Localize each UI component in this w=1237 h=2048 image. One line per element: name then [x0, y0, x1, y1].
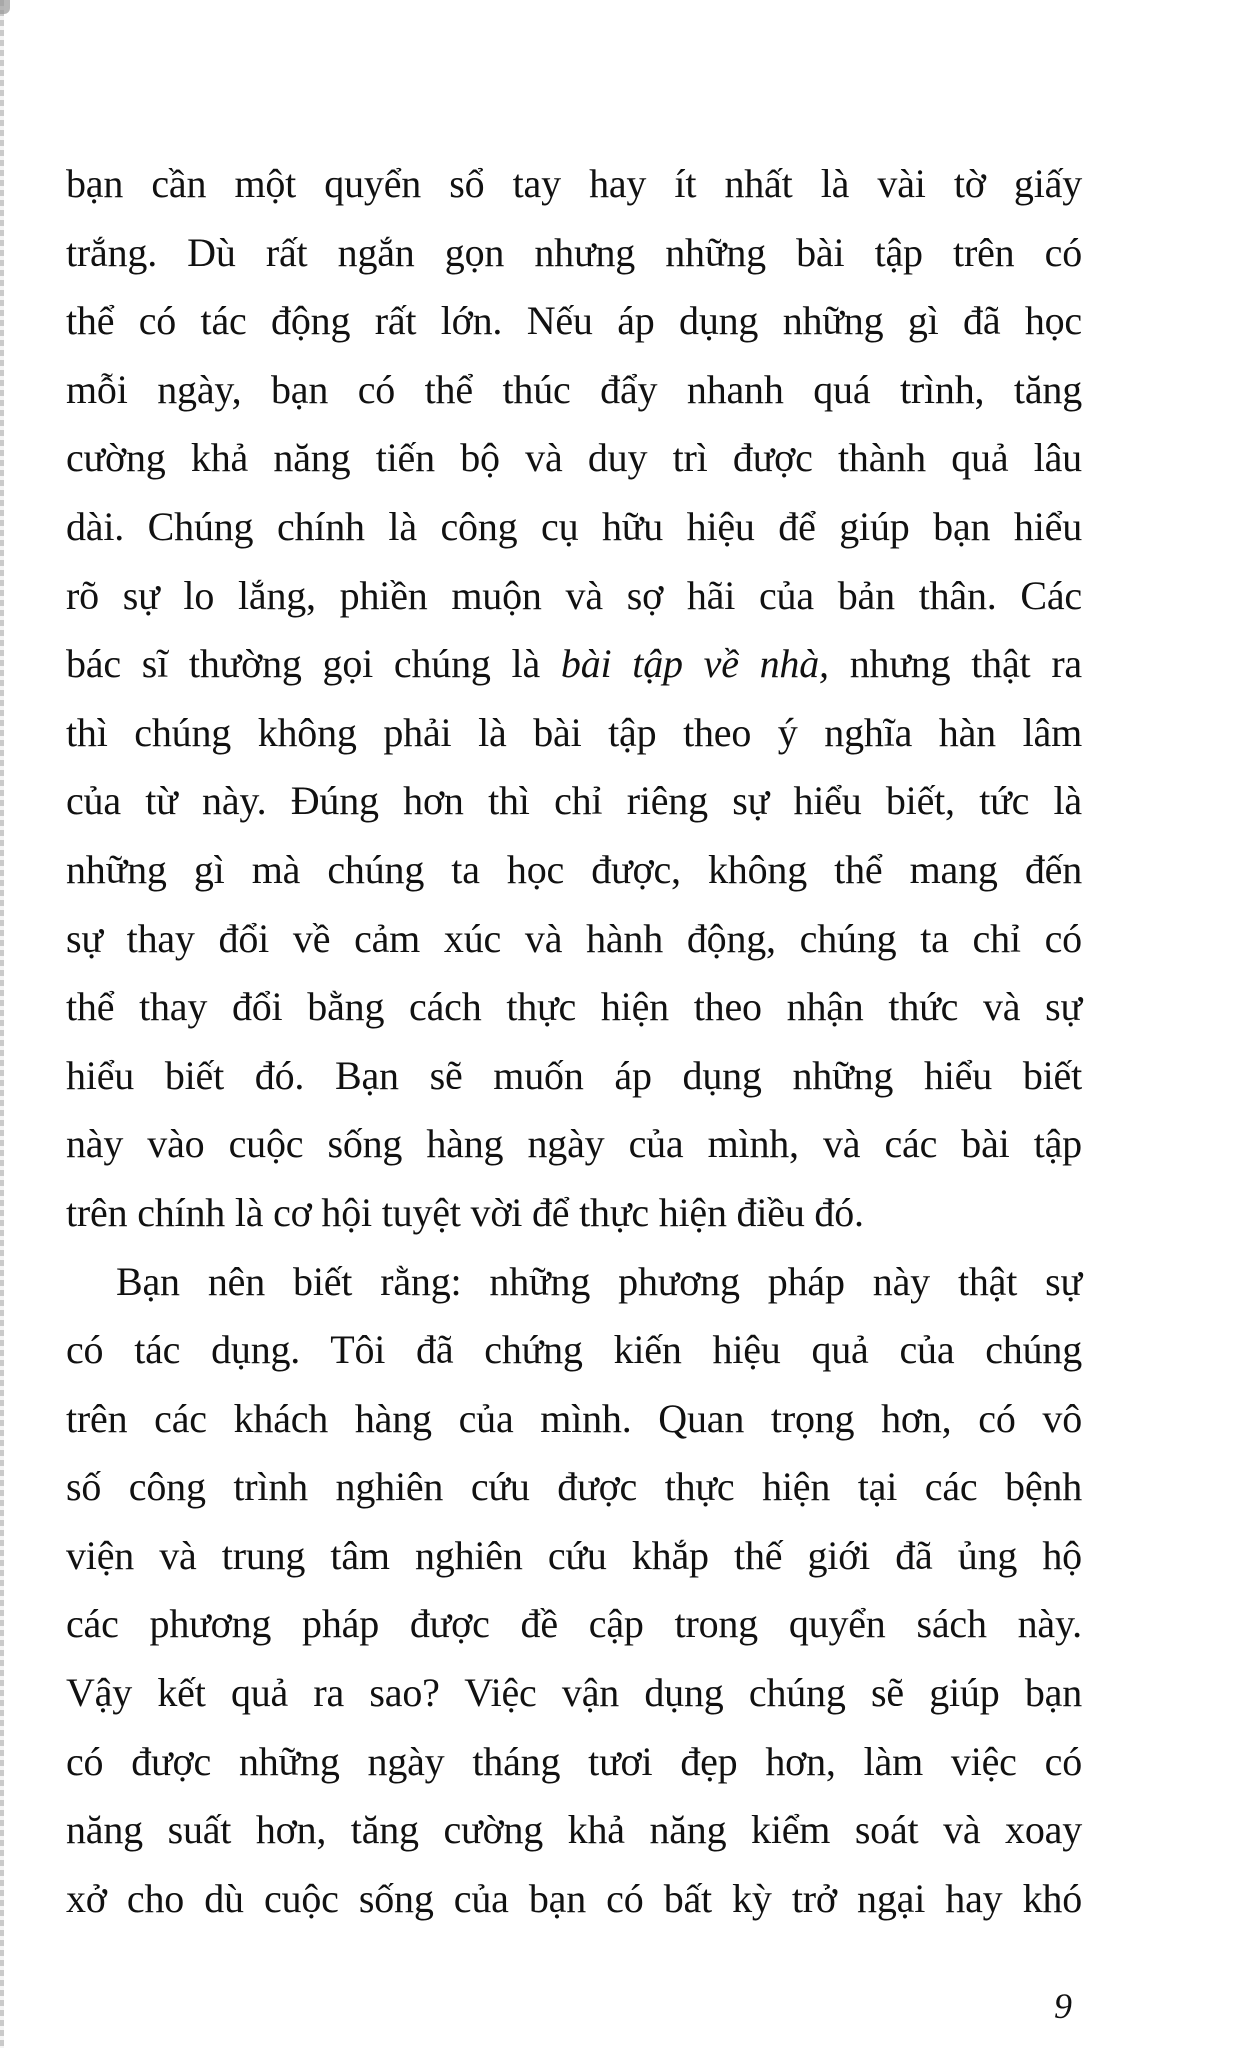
book-page-body: [66, 150, 1082, 1933]
text-line: trên các khách hàng của mình. Quan trọng hơn, có vô: [66, 1395, 1082, 1441]
italic-term-homework: bài tập về nhà,: [560, 641, 829, 687]
text-line: có tác dụng. Tôi đã chứng kiến hiệu quả của chúng: [66, 1327, 1082, 1373]
page-number: 9: [1054, 1986, 1072, 2026]
text-line: có được những ngày tháng tươi đẹp hơn, làm việc có: [66, 1738, 1082, 1784]
text-line: này vào cuộc sống hàng ngày của mình, và các bài tập: [66, 1121, 1082, 1167]
text-line: năng suất hơn, tăng cường khả năng kiểm soát và xoay: [66, 1807, 1082, 1853]
text-line: các phương pháp được đề cập trong quyển sách này.: [66, 1601, 1082, 1647]
text-line: bạn cần một quyển sổ tay hay ít nhất là vài tờ giấy: [66, 161, 1082, 206]
text-line: rõ sự lo lắng, phiền muộn và sợ hãi của bản thân. Các: [66, 572, 1082, 618]
text-line: những gì mà chúng ta học được, không thể mang đến: [66, 846, 1082, 892]
text-line: số công trình nghiên cứu được thực hiện tại các bệnh: [66, 1464, 1082, 1510]
text-line: của từ này. Đúng hơn thì chỉ riêng sự hiểu biết, tức là: [66, 778, 1082, 824]
scan-edge-shadow: [0, 0, 4, 2048]
text-line: hiểu biết đó. Bạn sẽ muốn áp dụng những hiểu biết: [66, 1052, 1082, 1098]
text-line: dài. Chúng chính là công cụ hữu hiệu để giúp bạn hiểu: [66, 503, 1082, 549]
text-line: sự thay đổi về cảm xúc và hành động, chúng ta chỉ có: [66, 915, 1082, 961]
text-segment: bác sĩ thường gọi chúng là: [66, 641, 561, 687]
paragraph-2: [66, 1248, 1082, 1934]
text-line: thì chúng không phải là bài tập theo ý nghĩa hàn lâm: [66, 709, 1082, 755]
text-line: thể có tác động rất lớn. Nếu áp dụng những gì đã học: [66, 298, 1082, 344]
text-line: xở cho dù cuộc sống của bạn có bất kỳ trở ngại hay khó: [66, 1875, 1082, 1921]
text-line: mỗi ngày, bạn có thể thúc đẩy nhanh quá trình, tăng: [66, 366, 1082, 412]
text-line: viện và trung tâm nghiên cứu khắp thế giới đã ủng hộ: [66, 1532, 1082, 1578]
scan-edge-smudge: [0, 0, 10, 14]
text-line: Vậy kết quả ra sao? Việc vận dụng chúng sẽ giúp bạn: [66, 1670, 1082, 1716]
paragraph-1: [66, 150, 1082, 1248]
text-segment: nhưng thật ra: [828, 641, 1082, 687]
text-line: Bạn nên biết rằng: những phương pháp này thật sự: [116, 1258, 1082, 1304]
text-line: trắng. Dù rất ngắn gọn nhưng những bài tập trên có: [66, 229, 1082, 275]
text-line: thể thay đổi bằng cách thực hiện theo nhận thức và sự: [66, 984, 1082, 1030]
text-line: trên chính là cơ hội tuyệt vời để thực hiện điều đó.: [66, 1189, 864, 1235]
text-line-with-italic: [66, 630, 1082, 699]
text-line: cường khả năng tiến bộ và duy trì được thành quả lâu: [66, 435, 1082, 481]
